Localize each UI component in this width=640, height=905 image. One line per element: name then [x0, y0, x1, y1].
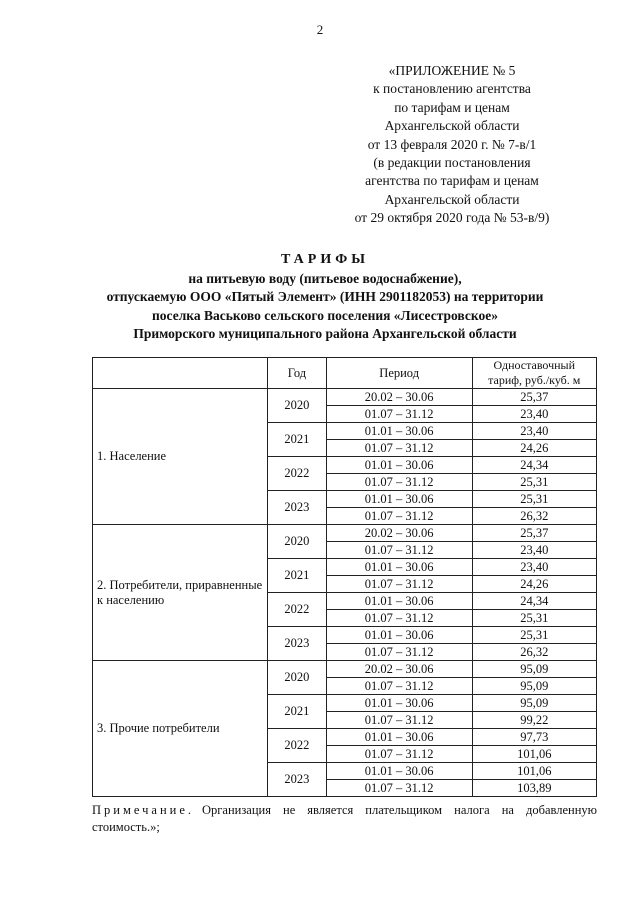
- period-cell: 01.07 – 31.12: [326, 542, 472, 559]
- appendix-line: от 13 февраля 2020 г. № 7-в/1: [367, 136, 537, 152]
- period-cell: 01.01 – 30.06: [326, 695, 472, 712]
- tariff-table: [92, 357, 597, 797]
- tariff-cell: 23,40: [472, 406, 597, 423]
- header-year: Год: [267, 358, 326, 389]
- period-cell: 01.01 – 30.06: [326, 423, 472, 440]
- period-cell: 01.07 – 31.12: [326, 406, 472, 423]
- title-line: поселка Васьково сельского поселения «Лисестровское»: [152, 307, 498, 323]
- period-cell: 01.07 – 31.12: [326, 712, 472, 729]
- tariff-cell: 103,89: [472, 780, 597, 797]
- tariff-cell: 23,40: [472, 559, 597, 576]
- appendix-line: «ПРИЛОЖЕНИЕ № 5: [388, 63, 516, 78]
- tariff-cell: 25,37: [472, 525, 597, 542]
- year-cell: 2021: [267, 559, 326, 593]
- tariff-cell: 26,32: [472, 644, 597, 661]
- category-cell: 3. Прочие потребители: [93, 661, 268, 797]
- header-period: Период: [326, 358, 472, 389]
- tariff-cell: 95,09: [472, 678, 597, 695]
- title-main: ТАРИФЫ: [281, 252, 369, 267]
- appendix-line: по тарифам и ценам: [394, 99, 510, 115]
- header-category: [93, 358, 268, 389]
- period-cell: 01.07 – 31.12: [326, 610, 472, 627]
- period-cell: 01.07 – 31.12: [326, 746, 472, 763]
- year-cell: 2023: [267, 627, 326, 661]
- appendix-line: агентства по тарифам и ценам: [365, 173, 539, 189]
- tariff-cell: 24,26: [472, 576, 597, 593]
- footnote: [92, 802, 597, 836]
- tariff-cell: 99,22: [472, 712, 597, 729]
- period-cell: 20.02 – 30.06: [326, 389, 472, 406]
- page-number: 2: [316, 22, 324, 37]
- period-cell: 01.07 – 31.12: [326, 678, 472, 695]
- appendix-line: от 29 октября 2020 года № 53-в/9): [354, 210, 550, 226]
- period-cell: 01.01 – 30.06: [326, 763, 472, 780]
- tariff-cell: 25,31: [472, 491, 597, 508]
- period-cell: 01.01 – 30.06: [326, 729, 472, 746]
- appendix-header: [330, 62, 574, 228]
- tariff-cell: 24,34: [472, 457, 597, 474]
- title-line: Приморского муниципального района Архангельской области: [133, 326, 517, 341]
- table-row: [93, 389, 597, 406]
- tariff-cell: 95,09: [472, 661, 597, 678]
- period-cell: 01.01 – 30.06: [326, 627, 472, 644]
- year-cell: 2020: [267, 661, 326, 695]
- year-cell: 2020: [267, 525, 326, 559]
- document-title: [60, 251, 590, 344]
- tariff-cell: 23,40: [472, 542, 597, 559]
- tariff-cell: 25,31: [472, 610, 597, 627]
- tariff-cell: 24,34: [472, 593, 597, 610]
- period-cell: 01.01 – 30.06: [326, 491, 472, 508]
- tariff-cell: 23,40: [472, 423, 597, 440]
- period-cell: 20.02 – 30.06: [326, 661, 472, 678]
- period-cell: 01.07 – 31.12: [326, 508, 472, 525]
- tariff-cell: 101,06: [472, 763, 597, 780]
- year-cell: 2021: [267, 695, 326, 729]
- period-cell: 01.01 – 30.06: [326, 457, 472, 474]
- year-cell: 2023: [267, 491, 326, 525]
- title-line: отпускаемую ООО «Пятый Элемент» (ИНН 2901182053) на территории: [106, 289, 544, 304]
- year-cell: 2021: [267, 423, 326, 457]
- tariff-cell: 25,31: [472, 474, 597, 491]
- period-cell: 01.01 – 30.06: [326, 559, 472, 576]
- period-cell: 01.07 – 31.12: [326, 644, 472, 661]
- category-cell: 2. Потребители, приравненные к населению: [93, 525, 268, 661]
- year-cell: 2023: [267, 763, 326, 797]
- period-cell: 01.07 – 31.12: [326, 474, 472, 491]
- note-text: Организация не является плательщиком налога на добавленную стоимость.»;: [92, 803, 597, 834]
- table-header-row: [93, 358, 597, 389]
- header-tariff: Одноставочный тариф, руб./куб. м: [472, 358, 597, 389]
- table-row: [93, 525, 597, 542]
- appendix-line: к постановлению агентства: [373, 81, 531, 97]
- category-cell: 1. Население: [93, 389, 268, 525]
- tariff-cell: 26,32: [472, 508, 597, 525]
- year-cell: 2022: [267, 729, 326, 763]
- year-cell: 2022: [267, 457, 326, 491]
- period-cell: 01.07 – 31.12: [326, 440, 472, 457]
- table-row: [93, 661, 597, 678]
- period-cell: 01.01 – 30.06: [326, 593, 472, 610]
- period-cell: 01.07 – 31.12: [326, 576, 472, 593]
- year-cell: 2022: [267, 593, 326, 627]
- tariff-cell: 101,06: [472, 746, 597, 763]
- appendix-line: Архангельской области: [384, 191, 520, 207]
- note-label: Примечание.: [92, 803, 195, 817]
- appendix-line: (в редакции постановления: [373, 155, 531, 171]
- title-line: на питьевую воду (питьевое водоснабжение),: [188, 270, 462, 286]
- tariff-cell: 24,26: [472, 440, 597, 457]
- period-cell: 20.02 – 30.06: [326, 525, 472, 542]
- period-cell: 01.07 – 31.12: [326, 780, 472, 797]
- appendix-line: Архангельской области: [384, 118, 520, 134]
- year-cell: 2020: [267, 389, 326, 423]
- tariff-cell: 95,09: [472, 695, 597, 712]
- tariff-cell: 25,37: [472, 389, 597, 406]
- tariff-cell: 97,73: [472, 729, 597, 746]
- tariff-cell: 25,31: [472, 627, 597, 644]
